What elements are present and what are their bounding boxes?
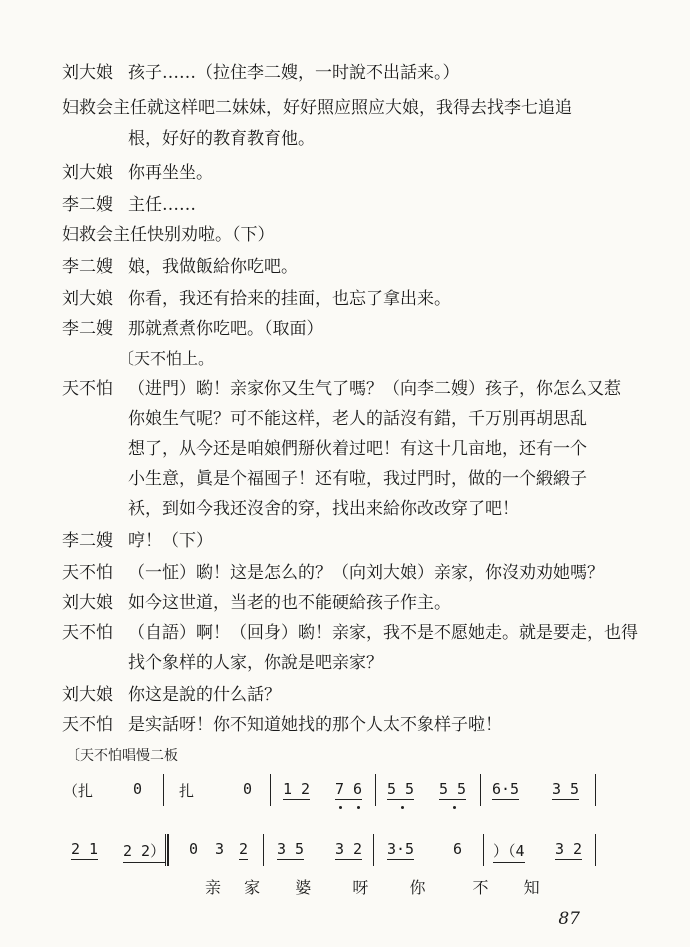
lyric-char: 知 <box>523 878 540 897</box>
score-note: ）（4 <box>493 840 525 863</box>
score-row-1 <box>55 770 605 814</box>
dialogue-line <box>62 562 650 584</box>
stage-direction: 〔天不怕上。 <box>118 349 215 368</box>
lyric-char: 亲 <box>205 878 222 897</box>
score-note: 0 <box>189 840 199 858</box>
dialogue-text: 孩子……（拉住李二嫂，一时說不出話来。） <box>128 63 460 83</box>
dialogue-line <box>62 97 650 119</box>
dialogue-text: （自語）啊！（回身）喲！亲家，我不是不愿她走。就是要走，也得 <box>128 623 638 643</box>
score-note: 3 <box>215 840 225 858</box>
dialogue-line <box>62 288 650 310</box>
dialogue-text: 是实話呀！你不知道她找的那个人太不象样子啦！ <box>128 715 502 735</box>
bar-line <box>483 834 484 866</box>
bar-line <box>595 834 596 866</box>
speaker-name: 妇救会主任 <box>62 225 147 245</box>
dialogue-text: 你再坐坐。 <box>128 163 213 183</box>
dialogue-text: 你这是說的什么話？ <box>128 685 281 705</box>
bar-line <box>373 834 374 866</box>
bar-line <box>595 774 596 806</box>
dialogue-text: 就这样吧二妹妹，好好照应照应大娘，我得去找李七追追 <box>147 98 572 118</box>
bar-line <box>375 774 376 806</box>
dialogue-continuation: 袄，到如今我还沒舍的穿，找出来給你改改穿了吧！ <box>128 499 519 519</box>
speaker-name: 天不怕 <box>62 715 113 735</box>
dialogue-text: 如今这世道，当老的也不能硬給孩子作主。 <box>128 593 451 613</box>
bar-line <box>480 774 481 806</box>
dialogue-text: 哼！（下） <box>128 531 213 551</box>
dialogue-continuation: 根，好好的教育教育他。 <box>128 129 315 149</box>
dialogue-continuation: 想了，从今还是咱娘們掰伙着过吧！有这十几亩地，还有一个 <box>128 439 587 459</box>
dialogue-text: 主任…… <box>128 195 196 215</box>
bar-line <box>263 834 264 866</box>
dialogue-line <box>62 224 650 246</box>
page-number: 87 <box>558 909 580 929</box>
dialogue-continuation: 小生意，眞是个福囤子！还有啦，我过門时，做的一个緞緞子 <box>128 469 587 489</box>
score-note: 5 5 <box>387 780 415 798</box>
dialogue-line <box>62 714 650 736</box>
score-note: 2 2） <box>123 840 165 863</box>
score-note: 3 2 <box>555 840 583 858</box>
lyric-char: 家 <box>244 878 261 897</box>
lyric-char: 你 <box>409 878 426 897</box>
speaker-name: 刘大娘 <box>62 63 113 83</box>
double-bar-line <box>165 834 169 866</box>
score-note: 1 2 <box>283 780 311 798</box>
lyrics <box>205 875 558 898</box>
speaker-name: 刘大娘 <box>62 593 113 613</box>
score-note: 6 <box>453 840 463 858</box>
octave-dot <box>357 806 360 809</box>
speaker-name: 李二嫂 <box>62 319 113 339</box>
score-note: 6·5 <box>492 780 520 798</box>
dialogue-line <box>62 530 650 552</box>
dialogue-line <box>62 318 650 340</box>
score-note: 2 1 <box>71 840 99 858</box>
speaker-name: 李二嫂 <box>62 257 113 277</box>
dialogue-line <box>62 162 650 184</box>
dialogue-line <box>62 378 650 400</box>
speaker-name: 天不怕 <box>62 563 113 583</box>
octave-dot <box>401 806 404 809</box>
dialogue-continuation: 找个象样的人家，你說是吧亲家？ <box>128 653 383 673</box>
speaker-name: 李二嫂 <box>62 195 113 215</box>
dialogue-text: 你看，我还有拾来的挂面，也忘了拿出来。 <box>128 289 451 309</box>
dialogue-text: 快别劝啦。（下） <box>147 225 275 245</box>
speaker-name: 刘大娘 <box>62 685 113 705</box>
score-note: 3 5 <box>277 840 305 858</box>
dialogue-line <box>62 194 650 216</box>
lyric-char: 不 <box>472 878 489 897</box>
score-note: 扎 <box>179 782 195 800</box>
octave-dot <box>453 806 456 809</box>
bar-line <box>270 774 271 806</box>
score-note: （扎 <box>63 782 94 800</box>
score-note: 7 6 <box>335 780 363 798</box>
speaker-name: 妇救会主任 <box>62 98 147 118</box>
octave-dot <box>339 806 342 809</box>
dialogue-continuation: 你娘生气呢？可不能这样，老人的話沒有錯，千万別再胡思乱 <box>128 409 587 429</box>
dialogue-line <box>62 62 650 84</box>
score-note: 3 2 <box>335 840 363 858</box>
dialogue-text: 娘，我做飯給你吃吧。 <box>128 257 298 277</box>
dialogue-text: （一怔）喲！这是怎么的？（向刘大娘）亲家，你沒劝劝她嗎？ <box>128 563 604 583</box>
dialogue-text: 那就煮煮你吃吧。（取面） <box>128 319 324 339</box>
score-note: 3 5 <box>552 780 580 798</box>
speaker-name: 天不怕 <box>62 379 113 399</box>
score-note: 5 5 <box>439 780 467 798</box>
dialogue-line <box>62 684 650 706</box>
dialogue-line <box>62 622 650 644</box>
dialogue-line <box>62 256 650 278</box>
speaker-name: 刘大娘 <box>62 289 113 309</box>
dialogue-line <box>62 592 650 614</box>
lyric-char: 婆 <box>295 878 312 897</box>
speaker-name: 李二嫂 <box>62 531 113 551</box>
score-note: 0 <box>243 780 253 798</box>
score-note: 2 <box>239 840 249 858</box>
score-note: 0 <box>133 780 143 798</box>
music-cue: 〔天不怕唱慢二板 <box>66 748 178 764</box>
speaker-name: 刘大娘 <box>62 163 113 183</box>
bar-line <box>163 774 164 806</box>
speaker-name: 天不怕 <box>62 623 113 643</box>
dialogue-text: （进門）喲！亲家你又生气了嗎？（向李二嫂）孩子，你怎么又惹 <box>128 379 621 399</box>
score-row-2 <box>55 830 605 874</box>
lyric-char: 呀 <box>352 878 369 897</box>
score-note: 3·5 <box>387 840 415 858</box>
